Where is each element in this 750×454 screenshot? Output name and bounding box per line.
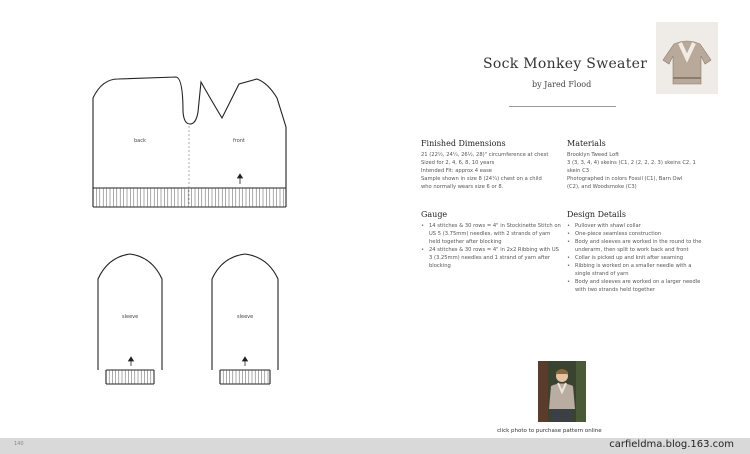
photo-caption[interactable]: click photo to purchase pattern online [497,428,602,434]
design-detail-item: • One-piece seamless construction [567,230,707,238]
materials-line: 3 (3, 3, 4, 4) skeins (C1, 2 (2, 2, 2, 3) skeins C2, 1 [567,160,696,166]
back-label: back [134,138,146,144]
finished-dimensions-text [421,151,561,191]
dimensions-line: Sized for 2, 4, 6, 8, 10 years [421,160,495,166]
design-detail-item: • Body and sleeves are worked in the round to the underarm, then split to work back and front [567,238,707,254]
right-sleeve-ribbing [223,370,268,384]
gauge-list [421,222,561,270]
dimensions-line: who normally wears size 6 or 8. [421,184,504,190]
design-detail-item: • Body and sleeves are worked on a larger needle with two strands held together [567,278,707,294]
left-sleeve-label: sleeve [122,314,139,320]
materials-line: (C2), and Woodsmoke (C3) [567,184,637,190]
sweater-schematic [0,0,375,438]
pattern-byline: by Jared Flood [532,80,592,89]
title-divider [509,106,616,107]
gauge-item: • 14 stitches & 30 rows = 4" in Stockinette Stitch on US 5 (3.75mm) needles, with 2 strands of yarn held together after blocking [421,222,561,246]
materials-line: skein C3 [567,168,590,174]
right-sleeve-arrow [243,357,248,366]
left-sleeve-arrow [129,357,134,366]
dimensions-line: Intended Fit: approx 4 ease [421,168,492,174]
body-ribbing [96,188,283,207]
design-detail-item: • Pullover with shawl collar [567,222,707,230]
materials-line: Brooklyn Tweed Loft [567,152,619,158]
page-number: 140 [14,441,24,447]
right-sleeve-label: sleeve [237,314,254,320]
watermark: carfieldma.blog.163.com [609,439,734,450]
sweater-thumbnail[interactable] [656,22,718,94]
dimensions-line: Sample shown in size 8 (24¼) chest on a child [421,176,542,182]
model-photo[interactable] [538,361,586,422]
design-details-heading: Design Details [567,210,626,219]
design-detail-item: • Ribbing is worked on a smaller needle with a single strand of yarn [567,262,707,278]
front-label: front [233,138,245,144]
materials-line: Photographed in colors Fossil (C1), Barn Owl [567,176,683,182]
body-arrow [238,174,243,184]
gauge-heading: Gauge [421,210,448,219]
dimensions-line: 21 (22½, 24¼, 26½, 28)" circumference at chest [421,152,549,158]
design-detail-item: • Collar is picked up and knit after seaming [567,254,707,262]
pattern-title: Sock Monkey Sweater [483,56,648,72]
body-schematic [93,77,286,207]
design-details-list [567,222,707,294]
materials-heading: Materials [567,139,606,148]
sweater-thumbnail-illustration [656,22,718,94]
model-photo-illustration [538,361,586,422]
finished-dimensions-heading: Finished Dimensions [421,139,506,148]
left-sleeve-ribbing [109,370,154,384]
gauge-item: • 24 stitches & 30 rows = 4" in 2x2 Ribbing with US 3 (3.25mm) needles and 1 strand of yarn after blocking [421,246,561,270]
materials-text [567,151,707,191]
